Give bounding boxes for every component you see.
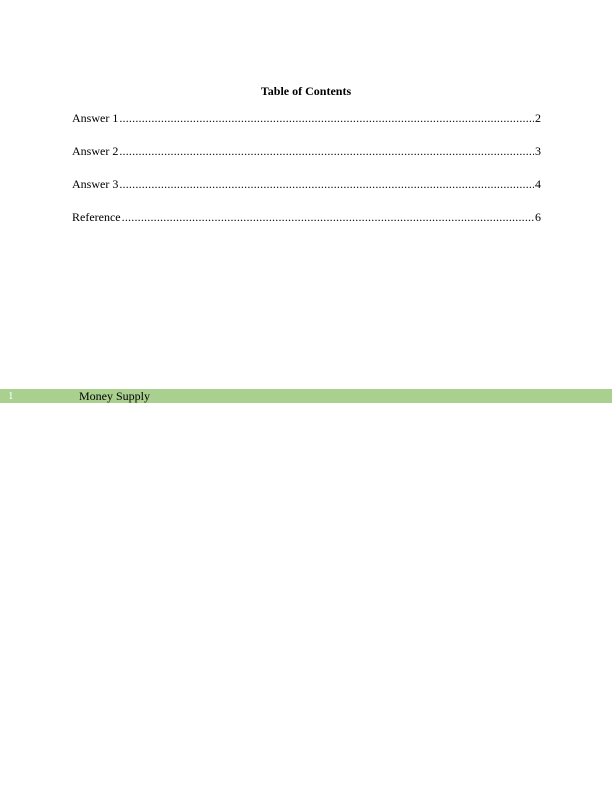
footer-running-title: Money Supply [79, 389, 151, 403]
toc-entry-label: Answer 2 [72, 144, 119, 158]
toc-list [72, 111, 541, 243]
toc-entry-reference[interactable] [72, 210, 541, 224]
footer-band [0, 389, 612, 403]
toc-entry-answer-1[interactable] [72, 111, 541, 125]
toc-entry-answer-2[interactable] [72, 144, 541, 158]
toc-entry-label: Answer 1 [72, 111, 119, 125]
toc-dot-leader [119, 144, 534, 158]
toc-entry-page: 6 [535, 210, 541, 224]
toc-entry-page: 2 [535, 111, 541, 125]
toc-dot-leader [122, 210, 534, 224]
toc-entry-page: 4 [535, 177, 541, 191]
toc-dot-leader [119, 111, 534, 125]
toc-entry-label: Answer 3 [72, 177, 119, 191]
toc-entry-answer-3[interactable] [72, 177, 541, 191]
toc-dot-leader [119, 177, 534, 191]
toc-entry-label: Reference [72, 210, 121, 224]
footer-page-number: 1 [8, 390, 14, 402]
toc-title: Table of Contents [260, 84, 352, 98]
toc-entry-page: 3 [535, 144, 541, 158]
